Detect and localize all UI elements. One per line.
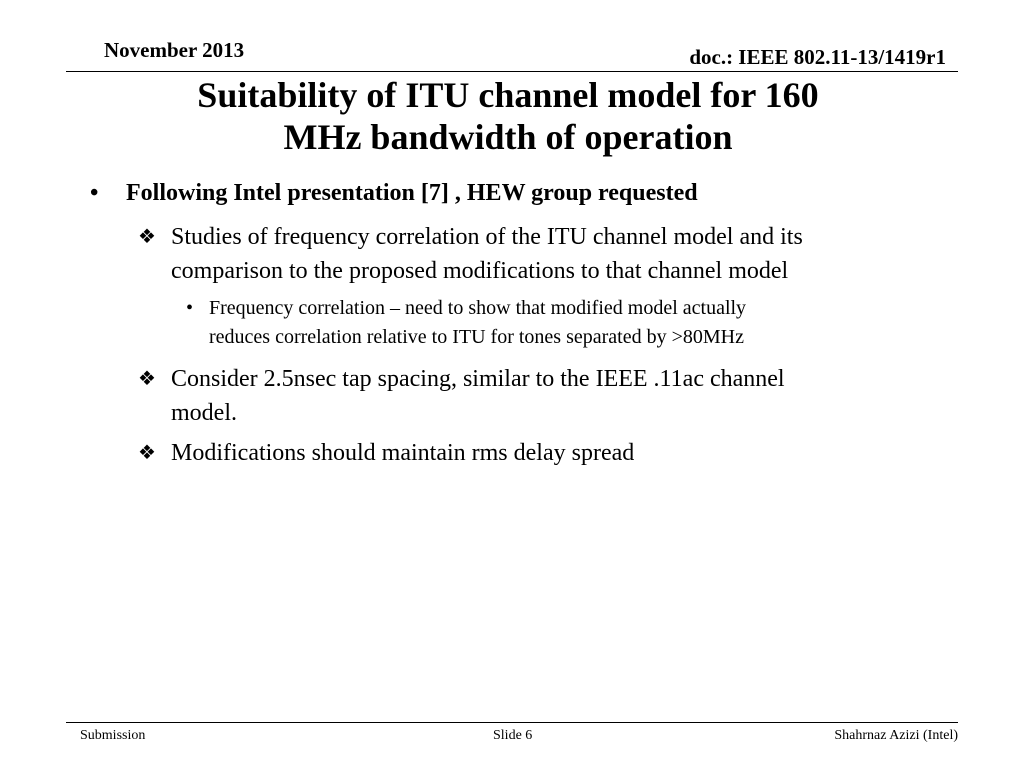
footer-submission: Submission [80, 728, 146, 743]
footer-slide-number: Slide 6 [493, 728, 533, 743]
diamond-bullet-icon: ❖ [138, 226, 156, 248]
sub-bullet-rms-delay [138, 436, 634, 470]
sub-bullet-tap-spacing-line-2: model. [171, 400, 237, 426]
sub-bullet-studies [138, 220, 803, 288]
footer-author: Shahrnaz Azizi (Intel) [834, 728, 958, 743]
sub-bullet-tap-spacing [138, 362, 785, 430]
sub-bullet-studies-line-2: comparison to the proposed modifications to that channel model [171, 258, 789, 284]
sub-bullet-tap-spacing-line-1: Consider 2.5nsec tap spacing, similar to the IEEE .11ac channel [171, 366, 785, 392]
footer-divider [66, 722, 958, 723]
detail-bullet-frequency-correlation [186, 294, 746, 352]
bullet-main [90, 178, 698, 208]
detail-bullet-line-1: Frequency correlation – need to show that modified model actually [209, 297, 747, 319]
detail-bullet-line-2: reduces correlation relative to ITU for tones separated by >80MHz [209, 326, 744, 348]
slide-title-line-2: MHz bandwidth of operation [283, 117, 733, 157]
diamond-bullet-icon: ❖ [138, 442, 156, 464]
diamond-bullet-icon: ❖ [138, 368, 156, 390]
bullet-dot-icon: • [186, 297, 194, 319]
slide-title [60, 74, 956, 158]
sub-bullet-studies-line-1: Studies of frequency correlation of the ITU channel model and its [171, 224, 803, 250]
bullet-main-text: Following Intel presentation [7] , HEW group requested [126, 180, 698, 206]
header-date: November 2013 [104, 38, 245, 62]
sub-bullet-rms-delay-line-1: Modifications should maintain rms delay spread [171, 440, 635, 466]
bullet-dot-icon: • [90, 180, 99, 206]
slide-title-line-1: Suitability of ITU channel model for 160 [197, 75, 819, 115]
header-doc-id: doc.: IEEE 802.11-13/1419r1 [689, 45, 946, 69]
header-divider [66, 71, 958, 72]
